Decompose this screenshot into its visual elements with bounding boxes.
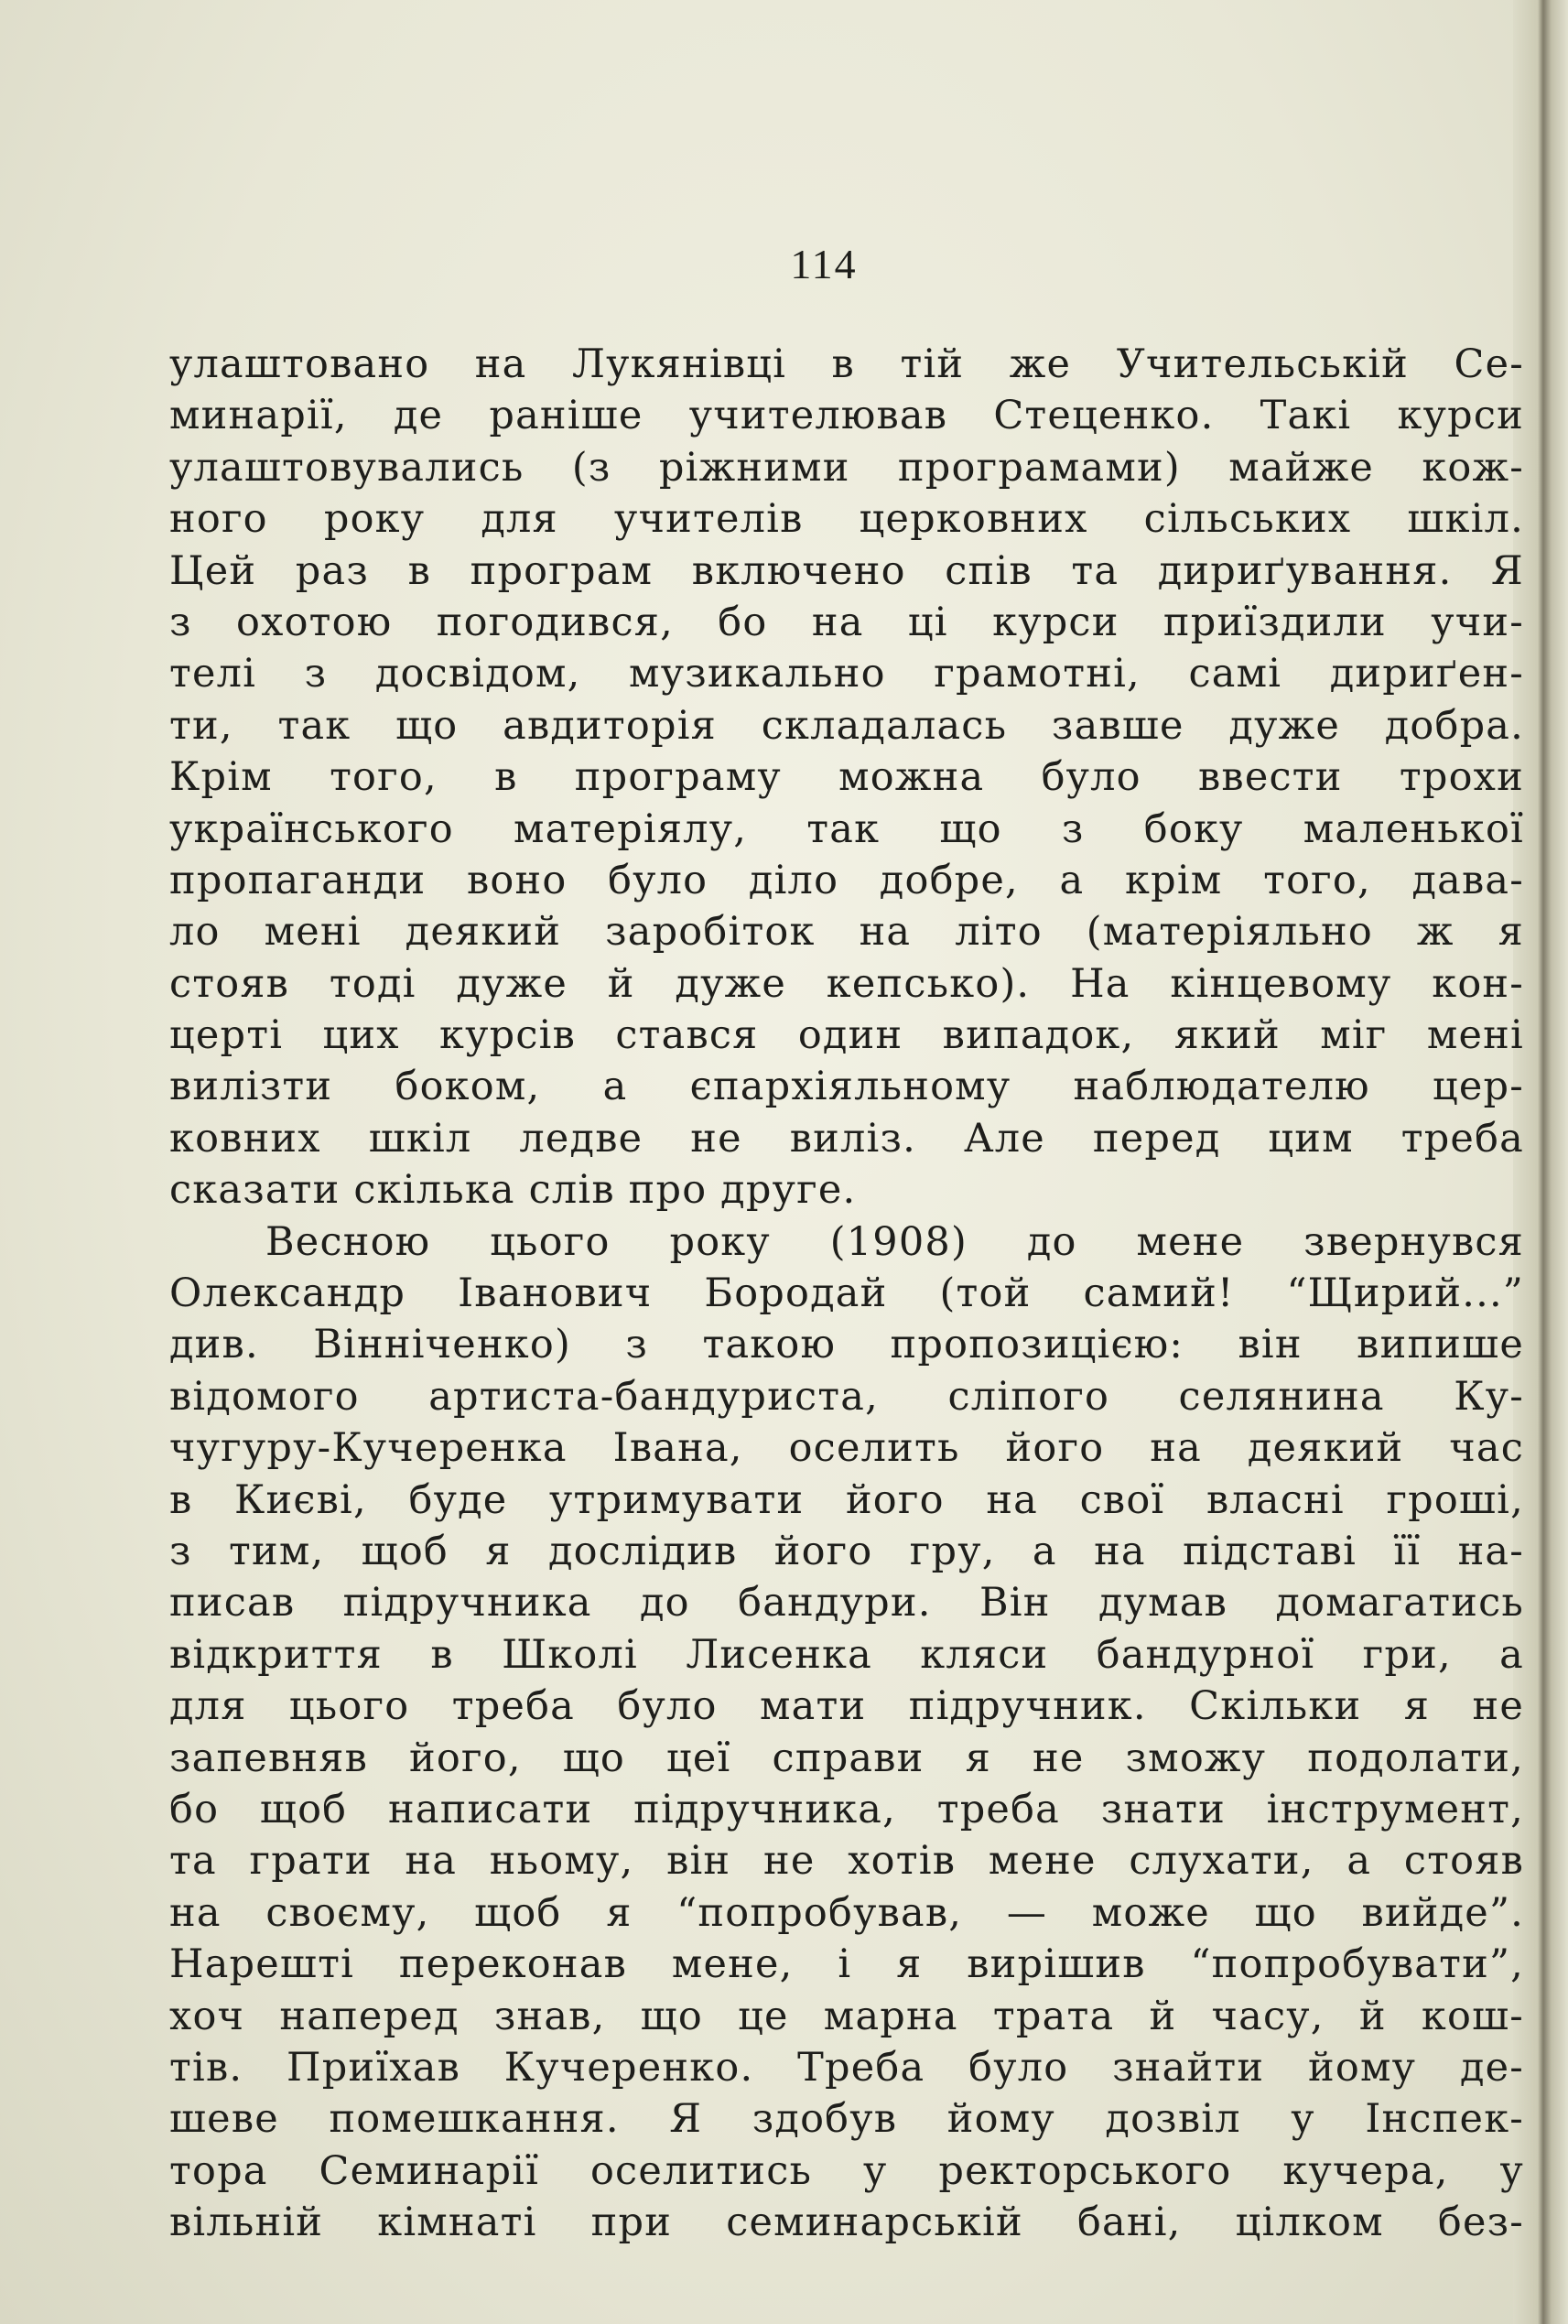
text-line: Весною цього року (1908) до мене звернувся bbox=[265, 1218, 1524, 1265]
text-line: вилізти боком, а єпархіяльному наблюдателю цер- bbox=[169, 1064, 1524, 1110]
text-line: улаштовувались (з ріжними програмами) майже кож- bbox=[169, 444, 1524, 491]
text-line: українського матеріялу, так що з боку маленької bbox=[169, 805, 1524, 852]
text-line: для цього треба було мати підручник. Скільки я не bbox=[169, 1683, 1524, 1730]
text-line: Нарешті переконав мене, і я вирішив “попробувати”, bbox=[169, 1941, 1524, 1988]
text-line: ковних шкіл ледве не виліз. Але перед цим треба bbox=[169, 1115, 1524, 1162]
text-line: шеве помешкання. Я здобув йому дозвіл у Інспек- bbox=[169, 2096, 1524, 2143]
text-line: Цей раз в програм включено спів та дириґування. Я bbox=[169, 547, 1524, 594]
text-line: церті цих курсів стався один випадок, який міг мені bbox=[169, 1012, 1524, 1059]
text-line: сказати скілька слів про друге. bbox=[169, 1167, 857, 1214]
page-number: 114 bbox=[790, 241, 858, 287]
paragraph-1 bbox=[169, 339, 1524, 1216]
text-line: вільній кімнаті при семинарській бані, цілком без- bbox=[169, 2200, 1524, 2246]
text-line: писав підручника до бандури. Він думав домагатись bbox=[169, 1580, 1524, 1627]
text-line: відомого артиста-бандуриста, сліпого селянина Ку- bbox=[169, 1373, 1524, 1420]
text-line: відкриття в Школі Лисенка кляси бандурної гри, а bbox=[169, 1631, 1524, 1678]
text-line: ного року для учителів церковних сільських шкіл. bbox=[169, 496, 1524, 543]
text-line: чугуру-Кучеренка Івана, оселить його на деякий час bbox=[169, 1425, 1524, 1472]
text-line: минарії, де раніше учителював Стеценко. Такі курси bbox=[169, 393, 1524, 439]
text-line: тора Семинарії оселитись у ректорського кучера, у bbox=[169, 2147, 1524, 2194]
page-text bbox=[169, 339, 1524, 2248]
text-line: на своєму, щоб я “попробував, — може що вийде”. bbox=[169, 1889, 1524, 1936]
text-line: запевняв його, що цеї справи я не зможу подолати, bbox=[169, 1735, 1524, 1781]
text-line: телі з досвідом, музикально грамотні, самі дириґен- bbox=[169, 651, 1524, 697]
text-line: Крім того, в програму можна було ввести трохи bbox=[169, 754, 1524, 801]
text-line: ло мені деякий заробіток на літо (матеріяльно ж я bbox=[169, 909, 1524, 956]
text-line: в Києві, буде утримувати його на свої власні гроші, bbox=[169, 1476, 1524, 1523]
text-line: Олександр Іванович Бородай (той самий! “Щирий...” bbox=[169, 1270, 1524, 1317]
text-line: пропаганди воно було діло добре, а крім того, дава- bbox=[169, 857, 1524, 903]
text-line: улаштовано на Лукянівці в тій же Учительській Се- bbox=[169, 341, 1524, 387]
paragraph-2 bbox=[169, 1216, 1524, 2249]
text-line: та грати на ньому, він не хотів мене слухати, а стояв bbox=[169, 1838, 1524, 1885]
text-line: ти, так що авдиторія складалась завше дуже добра. bbox=[169, 702, 1524, 749]
text-line: див. Вінніченко) з такою пропозицією: він випише bbox=[169, 1322, 1524, 1368]
text-line: хоч наперед знав, що це марна трата й часу, й кош- bbox=[169, 1993, 1524, 2039]
text-line: стояв тоді дуже й дуже кепсько). На кінцевому кон- bbox=[169, 960, 1524, 1007]
text-line: з охотою погодився, бо на ці курси приїздили учи- bbox=[169, 599, 1524, 645]
text-line: з тим, щоб я дослідив його гру, а на підставі її на- bbox=[169, 1528, 1524, 1574]
text-line: бо щоб написати підручника, треба знати інструмент, bbox=[169, 1786, 1524, 1832]
text-line: тів. Приїхав Кучеренко. Треба було знайти йому де- bbox=[169, 2044, 1524, 2091]
